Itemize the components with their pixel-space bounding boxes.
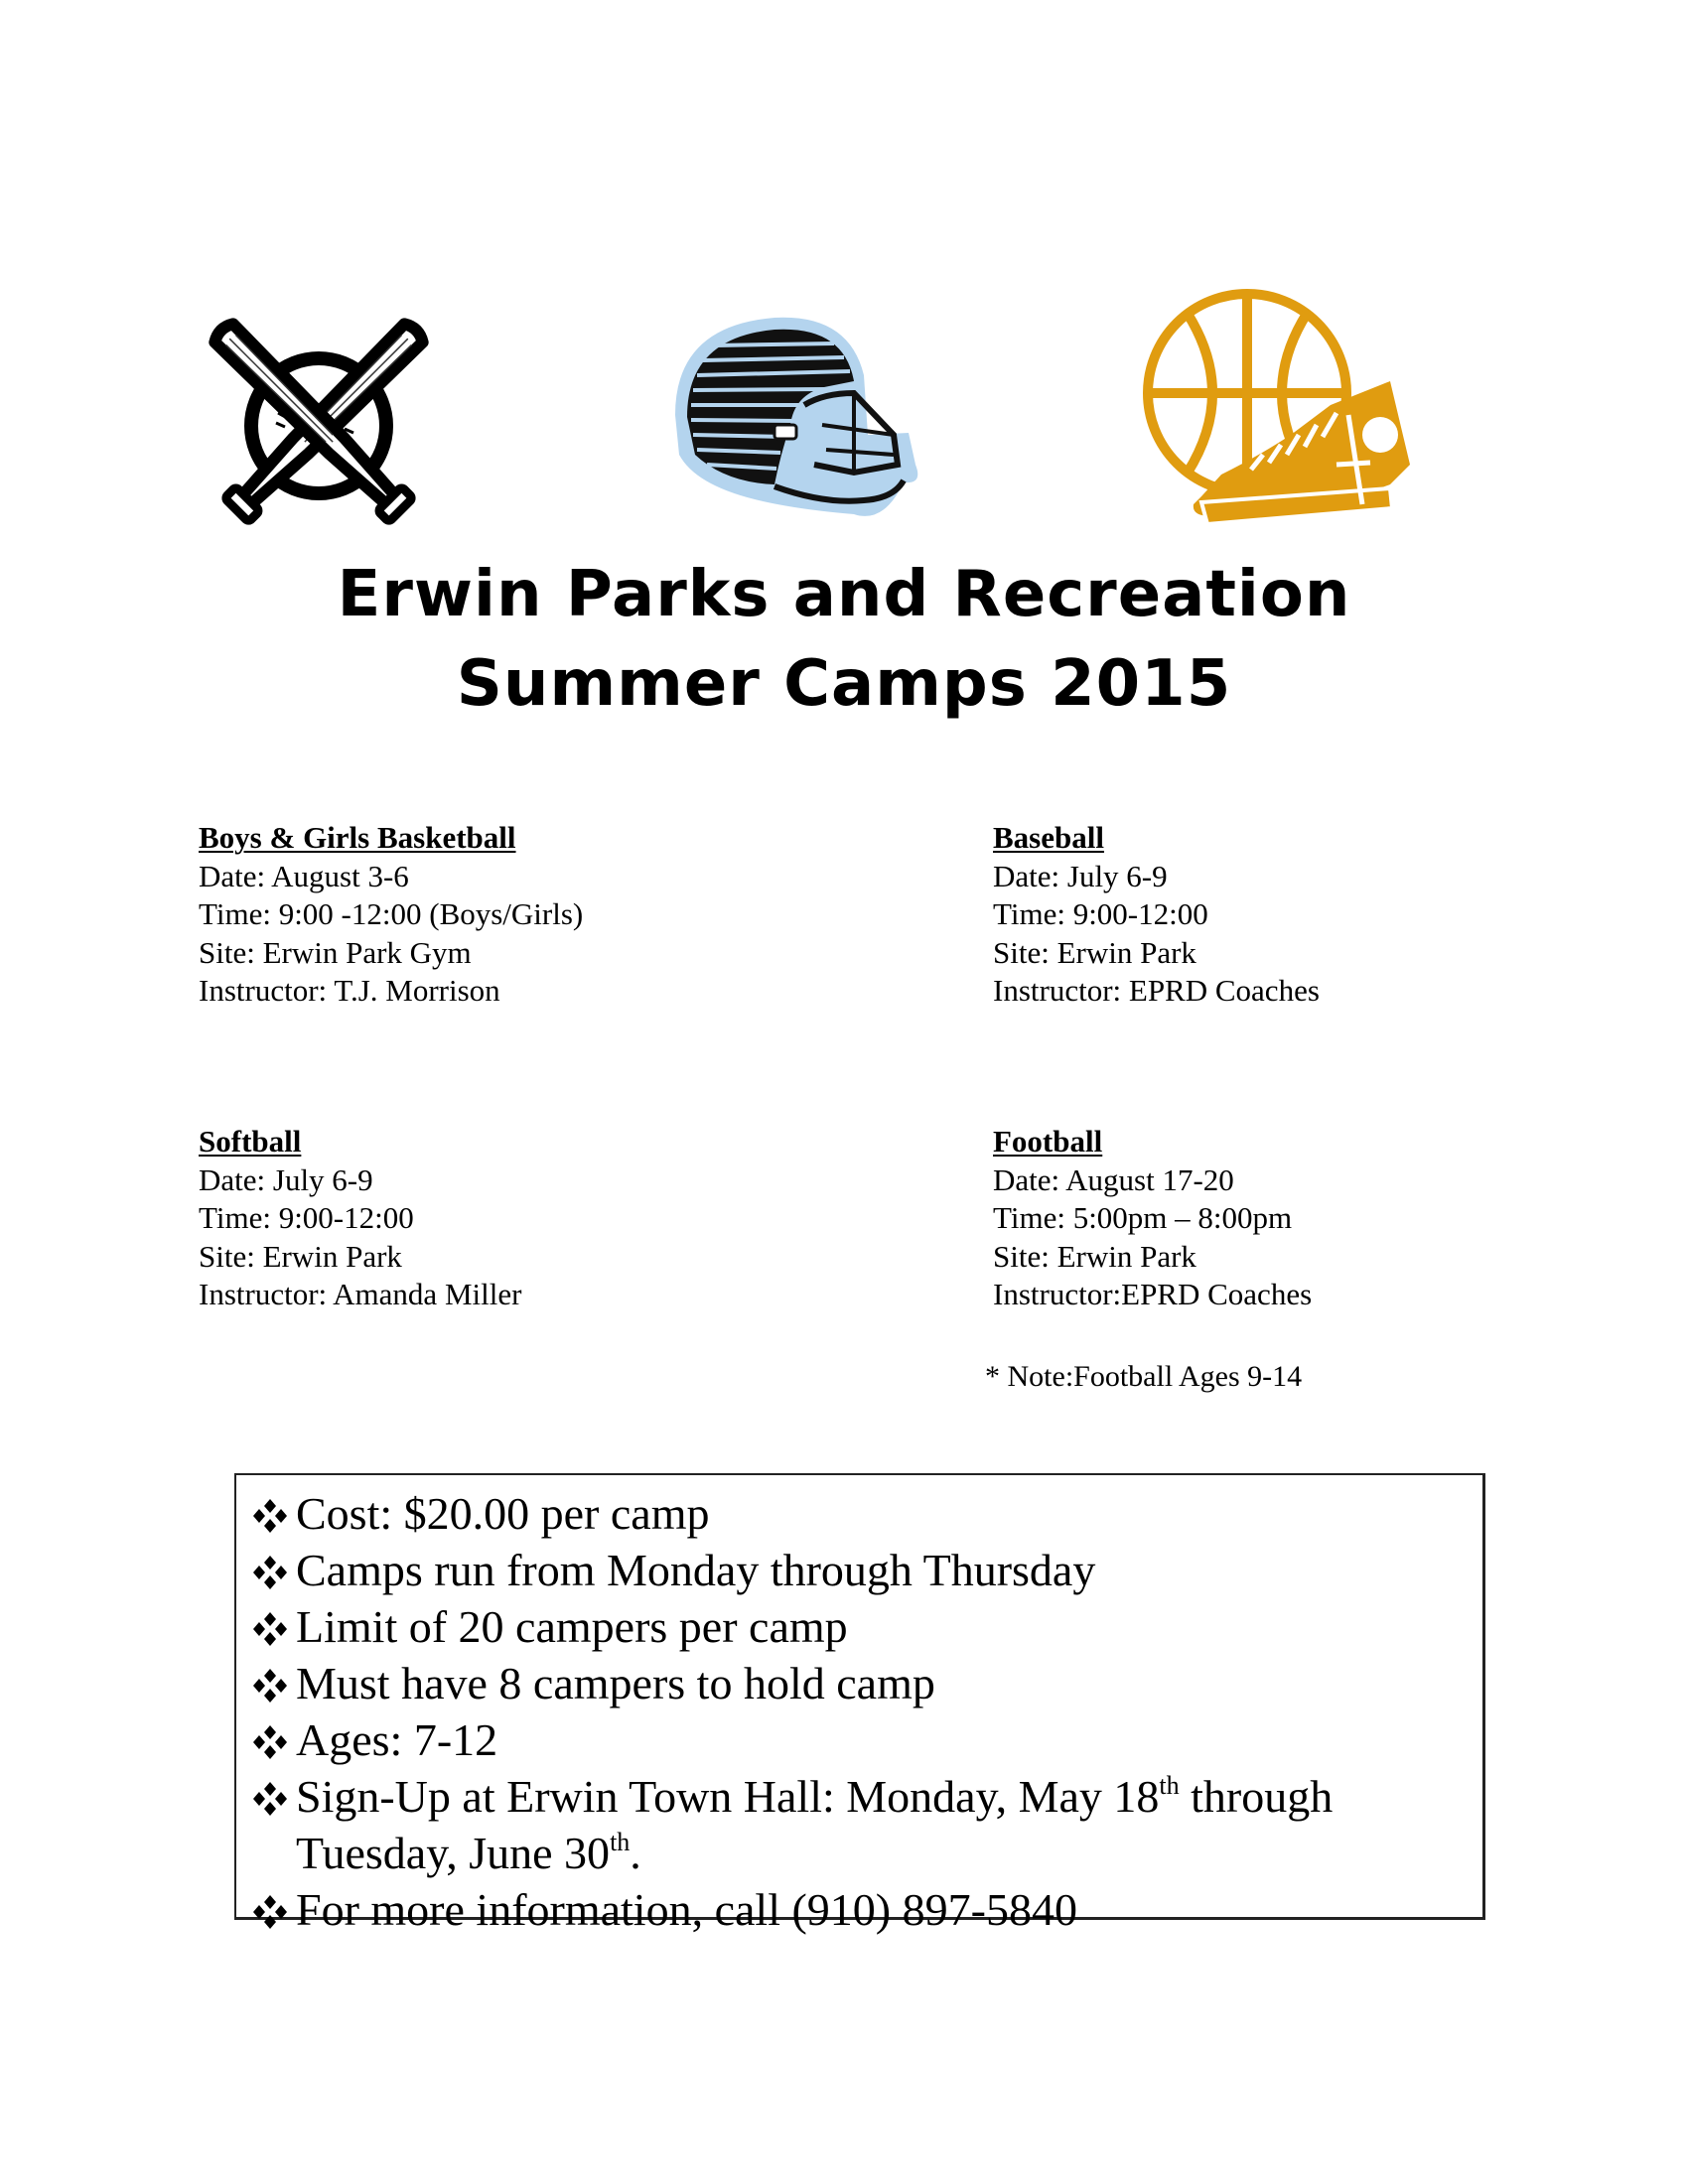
info-text: For more information, call (910) 897-5840: [296, 1884, 1077, 1935]
info-item-ages: [250, 1711, 1473, 1768]
info-text: Limit of 20 campers per camp: [296, 1601, 848, 1652]
ordinal-suffix: th: [610, 1827, 631, 1856]
info-list: [250, 1485, 1473, 1938]
four-diamond-bullet-icon: [250, 1725, 290, 1759]
info-text: through: [1179, 1771, 1334, 1822]
camp-site: Site: Erwin Park Gym: [199, 934, 472, 970]
info-item-contact: [250, 1881, 1473, 1938]
football-helmet-icon: [655, 306, 923, 534]
four-diamond-bullet-icon: [250, 1612, 290, 1646]
camp-instructor: Instructor: EPRD Coaches: [993, 973, 1320, 1008]
info-text: Camps run from Monday through Thursday: [296, 1545, 1096, 1595]
info-text: Tuesday, June 30: [296, 1828, 611, 1878]
camp-date: Date: August 3-6: [199, 858, 409, 893]
crossed-baseball-bats-icon: [195, 304, 443, 552]
info-item-minimum: [250, 1655, 1473, 1711]
info-text: Sign-Up at Erwin Town Hall: Monday, May 18: [296, 1771, 1160, 1822]
info-text: Ages: 7-12: [296, 1714, 498, 1765]
camp-football: [993, 1123, 1312, 1314]
camp-instructor: Instructor: T.J. Morrison: [199, 973, 500, 1008]
info-box: [234, 1473, 1485, 1935]
camp-site: Site: Erwin Park: [993, 934, 1196, 970]
camp-instructor: Instructor: Amanda Miller: [199, 1277, 522, 1311]
page-title-line-2: Summer Camps 2015: [456, 647, 1232, 721]
ordinal-suffix: th: [1159, 1770, 1180, 1800]
camp-baseball: [993, 819, 1320, 1011]
four-diamond-bullet-icon: [250, 1556, 290, 1589]
info-item-limit: [250, 1598, 1473, 1655]
football-age-note: * Note:Football Ages 9-14: [985, 1360, 1303, 1393]
camp-heading: Football: [993, 1124, 1103, 1159]
four-diamond-bullet-icon: [250, 1895, 290, 1929]
basketball-and-sneaker-icon: [1142, 286, 1422, 546]
camp-time: Time: 5:00pm – 8:00pm: [993, 1200, 1293, 1235]
page-title-line-1: Erwin Parks and Recreation: [337, 558, 1351, 631]
camp-site: Site: Erwin Park: [199, 1238, 402, 1274]
camp-softball: [199, 1123, 521, 1314]
info-item-signup: [250, 1768, 1473, 1881]
camp-heading: Baseball: [993, 820, 1104, 855]
camp-date: Date: July 6-9: [993, 858, 1168, 893]
camp-time: Time: 9:00-12:00: [993, 896, 1208, 931]
camp-site: Site: Erwin Park: [993, 1238, 1196, 1274]
info-item-schedule: [250, 1542, 1473, 1598]
camp-time: Time: 9:00 -12:00 (Boys/Girls): [199, 896, 584, 931]
info-item-cost: [250, 1485, 1473, 1542]
camp-time: Time: 9:00-12:00: [199, 1200, 414, 1235]
camp-instructor: Instructor:EPRD Coaches: [993, 1277, 1313, 1311]
camp-date: Date: August 17-20: [993, 1161, 1234, 1197]
camp-basketball: [199, 819, 583, 1011]
camp-heading: Softball: [199, 1124, 302, 1159]
four-diamond-bullet-icon: [250, 1669, 290, 1703]
camp-heading: Boys & Girls Basketball: [199, 820, 516, 855]
info-text: .: [630, 1828, 641, 1878]
info-text: Must have 8 campers to hold camp: [296, 1658, 935, 1708]
four-diamond-bullet-icon: [250, 1782, 290, 1816]
four-diamond-bullet-icon: [250, 1499, 290, 1533]
camp-date: Date: July 6-9: [199, 1161, 373, 1197]
info-text: Cost: $20.00 per camp: [296, 1488, 710, 1539]
